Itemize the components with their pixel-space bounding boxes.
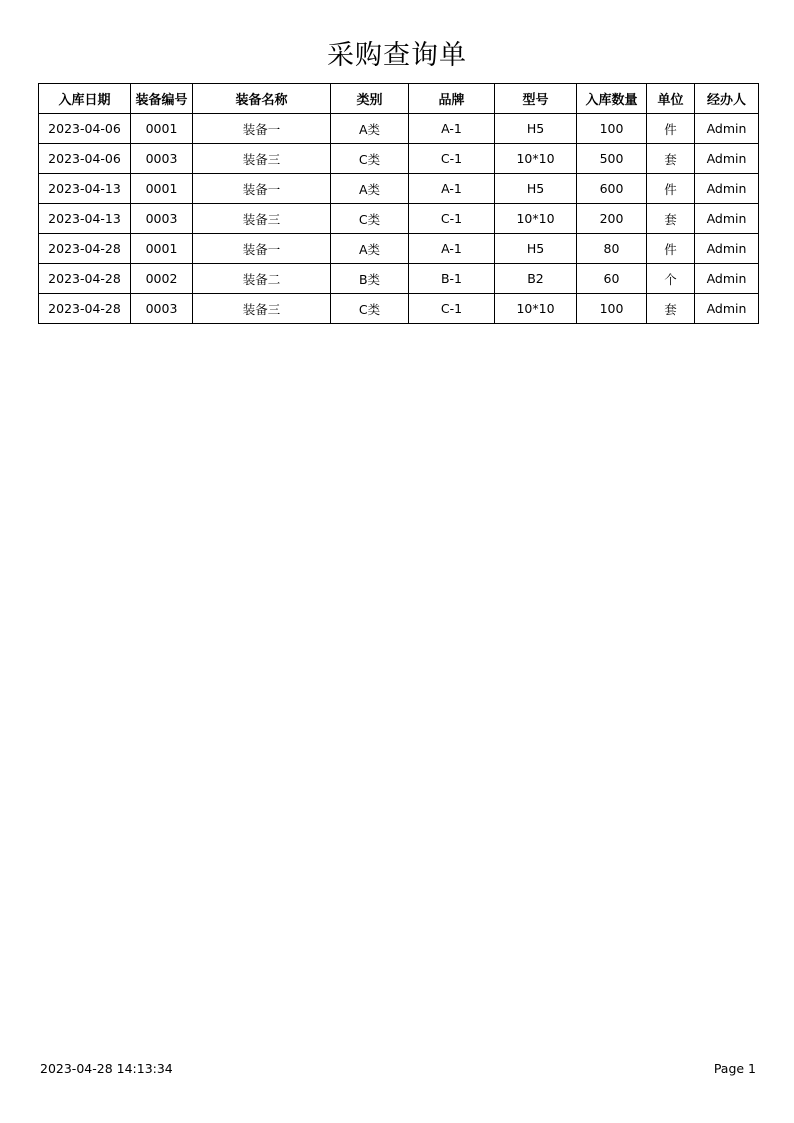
cell-quantity: 60 [577, 264, 647, 294]
cell-equipment-name: 装备三 [193, 204, 331, 234]
cell-model: 10*10 [495, 204, 577, 234]
cell-equipment-name: 装备一 [193, 234, 331, 264]
page-title: 采购查询单 [327, 40, 467, 71]
cell-date: 2023-04-06 [39, 144, 131, 174]
cell-model: 10*10 [495, 294, 577, 324]
cell-quantity: 80 [577, 234, 647, 264]
cell-date: 2023-04-13 [39, 174, 131, 204]
cell-equipment-name: 装备一 [193, 114, 331, 144]
header-cell-quantity: 入库数量 [577, 84, 647, 114]
cell-unit: 件 [647, 114, 695, 144]
cell-handler: Admin [695, 234, 759, 264]
cell-equipment-no: 0003 [131, 294, 193, 324]
table-row [39, 264, 759, 294]
cell-unit: 套 [647, 144, 695, 174]
cell-equipment-name: 装备二 [193, 264, 331, 294]
header-cell-equipment-name: 装备名称 [193, 84, 331, 114]
cell-handler: Admin [695, 294, 759, 324]
cell-brand: C-1 [409, 144, 495, 174]
cell-handler: Admin [695, 114, 759, 144]
cell-model: H5 [495, 234, 577, 264]
cell-brand: A-1 [409, 114, 495, 144]
cell-category: C类 [331, 144, 409, 174]
cell-category: B类 [331, 264, 409, 294]
cell-unit: 件 [647, 174, 695, 204]
cell-unit: 套 [647, 204, 695, 234]
header-cell-equipment-no: 装备编号 [131, 84, 193, 114]
table-row [39, 174, 759, 204]
cell-quantity: 100 [577, 294, 647, 324]
cell-handler: Admin [695, 144, 759, 174]
header-cell-brand: 品牌 [409, 84, 495, 114]
cell-date: 2023-04-06 [39, 114, 131, 144]
table-row [39, 234, 759, 264]
cell-handler: Admin [695, 264, 759, 294]
header-cell-handler: 经办人 [695, 84, 759, 114]
cell-category: A类 [331, 114, 409, 144]
cell-date: 2023-04-28 [39, 294, 131, 324]
cell-equipment-no: 0001 [131, 234, 193, 264]
cell-category: A类 [331, 234, 409, 264]
cell-equipment-no: 0003 [131, 144, 193, 174]
cell-equipment-name: 装备三 [193, 294, 331, 324]
cell-equipment-no: 0003 [131, 204, 193, 234]
cell-model: B2 [495, 264, 577, 294]
cell-date: 2023-04-28 [39, 234, 131, 264]
cell-equipment-no: 0002 [131, 264, 193, 294]
header-cell-model: 型号 [495, 84, 577, 114]
page-number: Page 1 [713, 1061, 756, 1076]
cell-equipment-name: 装备三 [193, 144, 331, 174]
cell-equipment-no: 0001 [131, 174, 193, 204]
cell-date: 2023-04-28 [39, 264, 131, 294]
cell-equipment-no: 0001 [131, 114, 193, 144]
header-cell-category: 类别 [331, 84, 409, 114]
print-timestamp: 2023-04-28 14:13:34 [40, 1061, 173, 1076]
cell-handler: Admin [695, 174, 759, 204]
header-cell-unit: 单位 [647, 84, 695, 114]
cell-category: C类 [331, 294, 409, 324]
table-header-row [39, 84, 759, 114]
cell-handler: Admin [695, 204, 759, 234]
table-row [39, 204, 759, 234]
cell-category: C类 [331, 204, 409, 234]
cell-brand: C-1 [409, 204, 495, 234]
table-row [39, 294, 759, 324]
cell-model: H5 [495, 174, 577, 204]
cell-date: 2023-04-13 [39, 204, 131, 234]
table-row [39, 144, 759, 174]
cell-equipment-name: 装备一 [193, 174, 331, 204]
cell-brand: C-1 [409, 294, 495, 324]
cell-quantity: 600 [577, 174, 647, 204]
cell-brand: B-1 [409, 264, 495, 294]
header-cell-date: 入库日期 [39, 84, 131, 114]
cell-unit: 套 [647, 294, 695, 324]
cell-model: 10*10 [495, 144, 577, 174]
purchase-table [38, 83, 759, 324]
cell-brand: A-1 [409, 174, 495, 204]
cell-quantity: 200 [577, 204, 647, 234]
cell-quantity: 100 [577, 114, 647, 144]
cell-quantity: 500 [577, 144, 647, 174]
cell-unit: 个 [647, 264, 695, 294]
cell-model: H5 [495, 114, 577, 144]
cell-category: A类 [331, 174, 409, 204]
cell-brand: A-1 [409, 234, 495, 264]
table-row [39, 114, 759, 144]
cell-unit: 件 [647, 234, 695, 264]
